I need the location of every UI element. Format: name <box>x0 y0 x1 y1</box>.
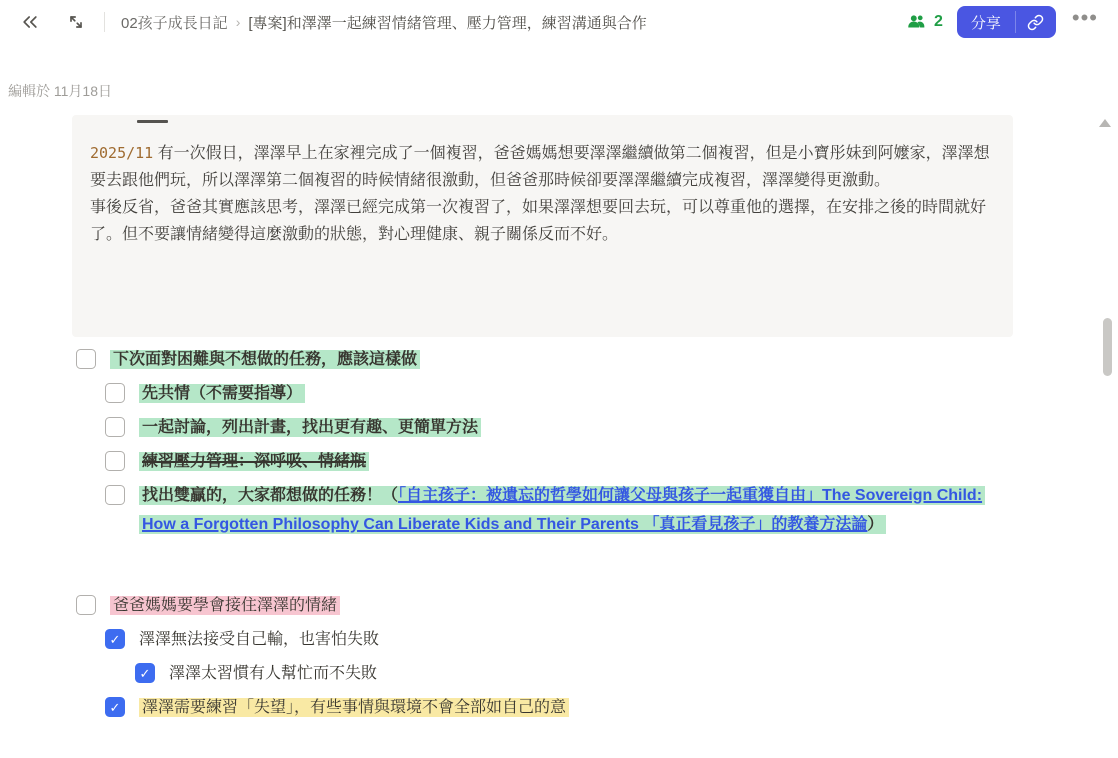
todo-label: 一起討論，列出計畫，找出更有趣、更簡單方法 <box>139 413 481 442</box>
book-link[interactable]: 「自主孩子：被遺忘的哲學如何讓父母與孩子一起重獲自由」The Sovereign Child: How a Forgotten Philosophy Can Liberate Kids and Their Parents 「真正看見孩子」的教養方法論 <box>142 487 983 533</box>
todo-row <box>72 447 1013 481</box>
todo-label: 下次面對困難與不想做的任務，應該這樣做 <box>110 345 420 374</box>
todo-checkbox-unchecked[interactable] <box>105 417 125 437</box>
code-block-partial-line <box>137 120 168 123</box>
code-block-date: 2025/11 <box>90 144 154 162</box>
todo-checkbox-unchecked[interactable] <box>76 595 96 615</box>
todo-row <box>72 481 1013 539</box>
top-toolbar <box>0 0 1118 44</box>
todo-label: 先共情（不需要指導） <box>139 379 305 408</box>
todo-row <box>72 345 1013 379</box>
todo-label-suffix: ） <box>867 516 884 533</box>
todo-row <box>72 693 1013 727</box>
scroll-up-arrow[interactable] <box>1099 119 1111 127</box>
todo-label: 澤澤需要練習「失望」，有些事情與環境不會全部如自己的意 <box>139 693 569 722</box>
expand-window-icon[interactable] <box>62 8 90 36</box>
todo-label: 爸爸媽媽要學會接住澤澤的情緒 <box>110 591 340 620</box>
code-block-paragraph-2: 事後反省，爸爸其實應該思考，澤澤已經完成第一次複習了，如果澤澤想要回去玩，可以尊重他的選擇，在安排之後的時間就好了。但不要讓情緒變得這麼激動的狀態，對心理健康、親子關係反而不好。 <box>90 199 987 243</box>
todo-row <box>72 379 1013 413</box>
share-button-group <box>957 6 1056 38</box>
todo-row <box>72 625 1013 659</box>
share-button[interactable]: 分享 <box>970 14 1001 32</box>
checkmark-icon: ✓ <box>139 665 151 681</box>
people-icon <box>906 11 928 33</box>
page-content <box>72 115 1013 727</box>
todo-row <box>72 591 1013 625</box>
code-block-paragraph-1: 有一次假日，澤澤早上在家裡完成了一個複習，爸爸媽媽想要澤澤繼續做第二個複習，但是小寶彤妹到阿嬤家，澤澤想要去跟他們玩，所以澤澤第二個複習的時候情緒很激動，但爸爸那時候卻要澤澤繼續完成複習，澤澤變得更激動。 <box>90 145 990 189</box>
last-edited-label: 編輯於 11月18日 <box>8 83 112 99</box>
collaborators-indicator[interactable] <box>906 11 943 33</box>
checkmark-icon: ✓ <box>109 699 121 715</box>
todo-row <box>72 413 1013 447</box>
code-block[interactable] <box>72 115 1013 337</box>
todo-checkbox-unchecked[interactable] <box>105 485 125 505</box>
breadcrumb-page-title[interactable]: [專案]和澤澤一起練習情緒管理、壓力管理，練習溝通與合作 <box>248 14 647 32</box>
breadcrumb <box>121 12 647 33</box>
scrollbar-thumb[interactable] <box>1103 318 1112 376</box>
todo-checkbox-checked[interactable] <box>105 629 125 649</box>
todo-checkbox-unchecked[interactable] <box>76 349 96 369</box>
todo-checkbox-unchecked[interactable] <box>105 383 125 403</box>
todo-row <box>72 659 1013 693</box>
todo-checkbox-checked[interactable] <box>105 697 125 717</box>
todo-label: 澤澤太習慣有人幫忙而不失敗 <box>169 665 378 682</box>
collaborators-count: 2 <box>933 13 943 30</box>
todo-label: 澤澤無法接受自己輸，也害怕失敗 <box>139 631 380 648</box>
todo-label-with-link <box>139 481 1013 539</box>
toolbar-divider <box>104 12 105 32</box>
copy-link-button[interactable] <box>1016 6 1056 38</box>
sidebar-collapse-icon[interactable] <box>16 8 44 36</box>
breadcrumb-separator: › <box>235 14 241 30</box>
link-icon <box>1027 14 1044 31</box>
todo-label: 練習壓力管理：深呼吸、情緒瓶 <box>139 447 369 476</box>
checkmark-icon: ✓ <box>109 631 121 647</box>
todo-checkbox-checked[interactable] <box>135 663 155 683</box>
todo-checkbox-unchecked[interactable] <box>105 451 125 471</box>
todo-label-prefix: 找出雙贏的，大家都想做的任務！（ <box>142 487 399 504</box>
more-options-button[interactable]: ••• <box>1071 5 1098 30</box>
breadcrumb-parent[interactable]: 02孩子成長日記 <box>121 14 228 32</box>
code-block-text <box>90 140 995 248</box>
